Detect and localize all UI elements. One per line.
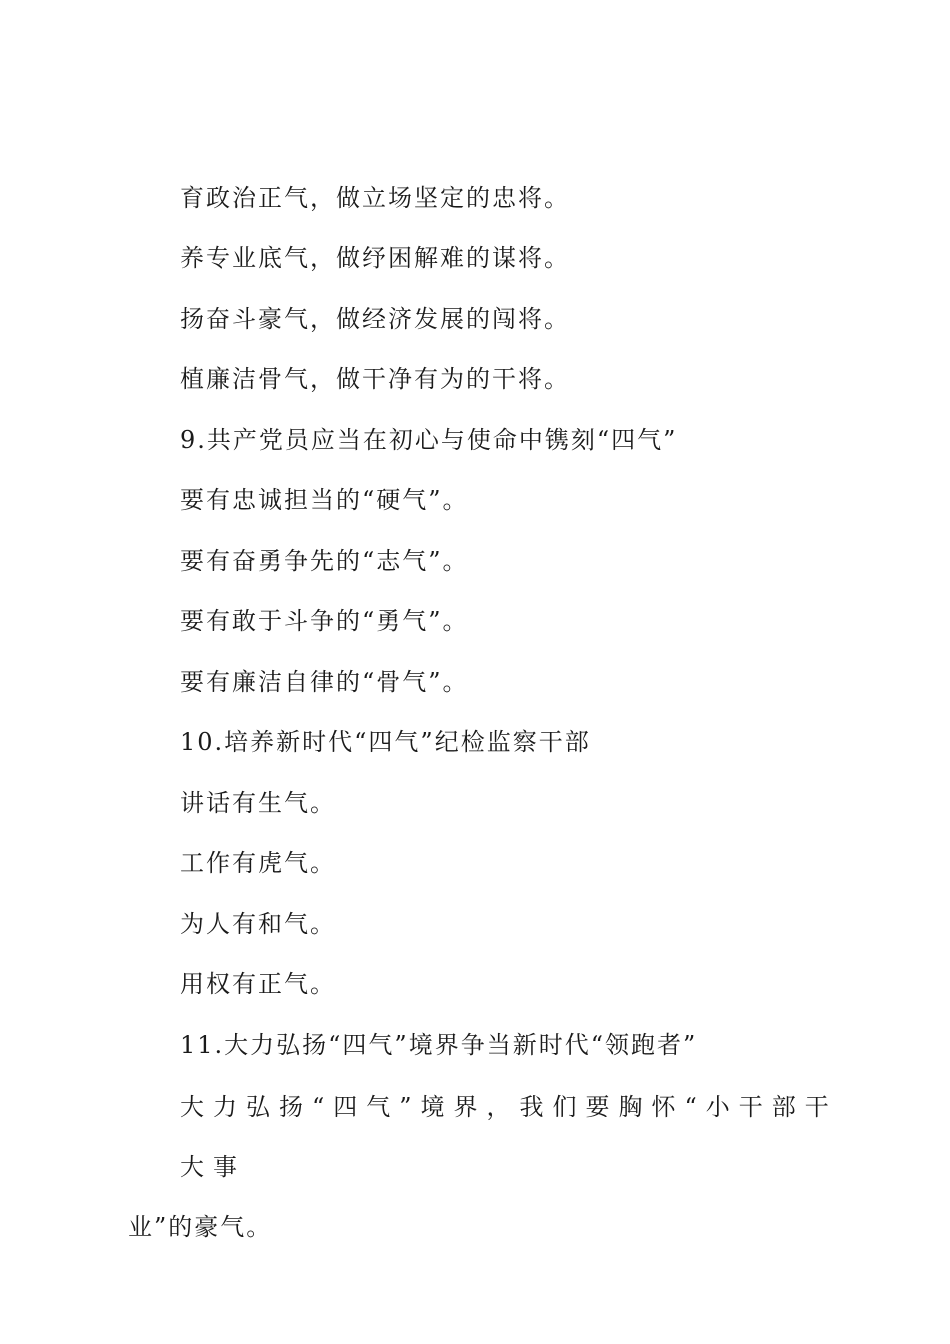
text-line-4: 植廉洁骨气，做干净有为的干将。 [180, 365, 570, 393]
text-line-3: 扬奋斗豪气，做经济发展的闯将。 [180, 305, 570, 333]
text-line-9: 要有廉洁自律的“骨气”。 [180, 668, 469, 696]
text-line-11: 讲话有生气。 [180, 789, 336, 817]
text-line-7: 要有奋勇争先的“志气”。 [180, 547, 469, 575]
text-line-6: 要有忠诚担当的“硬气”。 [180, 486, 469, 514]
paragraph-continuation: 业”的豪气。 [128, 1213, 273, 1241]
text-line-8: 要有敢于斗争的“勇气”。 [180, 607, 469, 635]
text-line-1: 育政治正气，做立场坚定的忠将。 [180, 184, 570, 212]
paragraph-first-line: 大力弘扬“四气”境界，我们要胸怀“小干部干大事 [180, 1093, 838, 1181]
text-line-14: 用权有正气。 [180, 970, 336, 998]
text-line-13: 为人有和气。 [180, 910, 336, 938]
text-line-12: 工作有虎气。 [180, 849, 336, 877]
body-paragraph [128, 1077, 838, 1257]
section-heading-11: 11.大力弘扬“四气”境界争当新时代“领跑者” [180, 1031, 698, 1059]
section-heading-9: 9.共产党员应当在初心与使命中镌刻“四气” [180, 426, 678, 454]
section-heading-10: 10.培养新时代“四气”纪检监察干部 [180, 728, 591, 756]
text-line-2: 养专业底气，做纾困解难的谋将。 [180, 244, 570, 272]
